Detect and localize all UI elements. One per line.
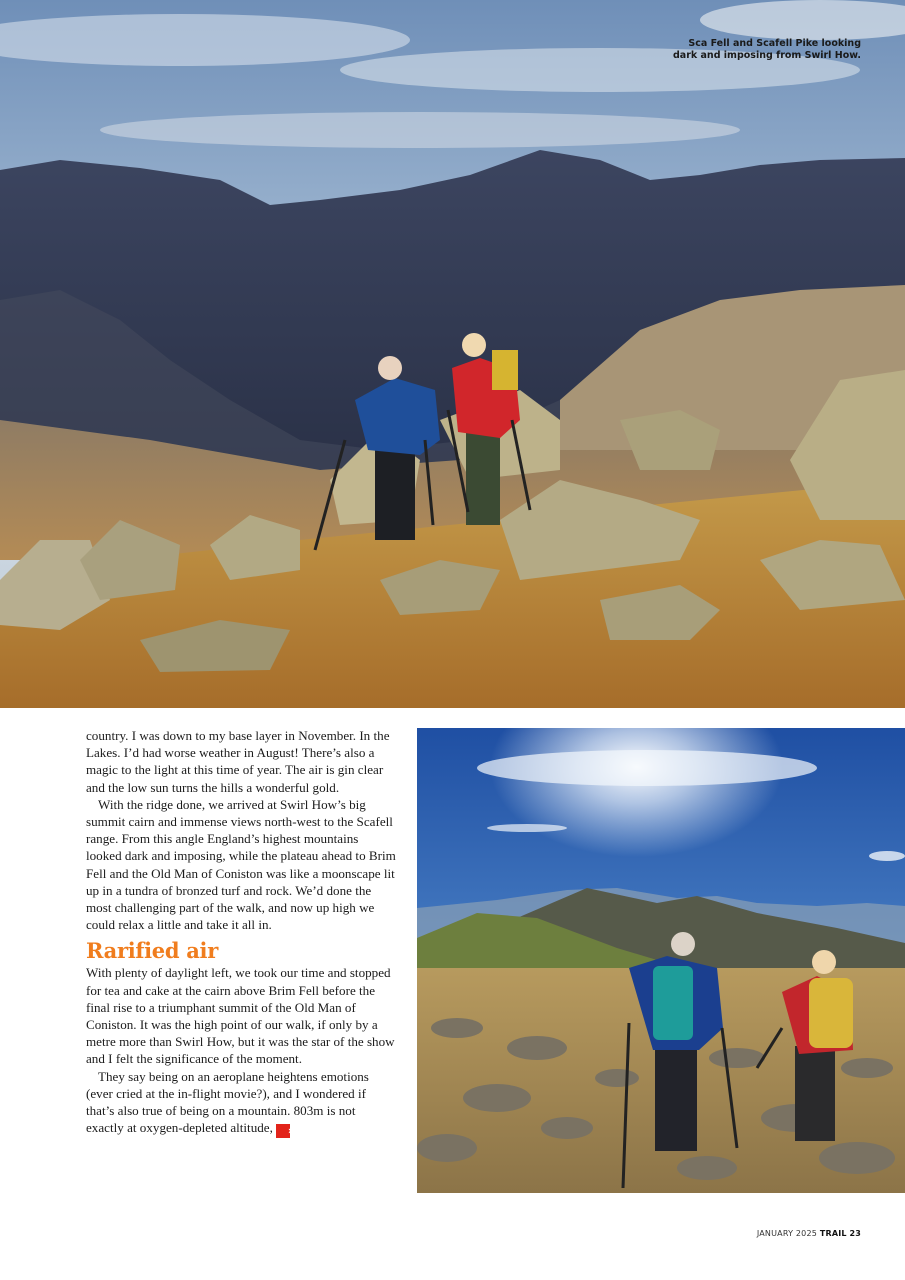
paragraph-1: country. I was down to my base layer in November. In the Lakes. I’d had worse weather in August! There’s also a magic to the light at this time of year. The air is gin clear and the low sun turns the hills a wonderful gold. bbox=[86, 728, 390, 795]
issue-date: JANUARY 2025 bbox=[756, 1229, 818, 1238]
paragraph-4 bbox=[86, 1068, 396, 1139]
article-body bbox=[86, 727, 396, 1138]
paragraph-3: With plenty of daylight left, we took our time and stopped for tea and cake at the cairn above Brim Fell before the final rise to a triumphant summit of the Old Man of Coniston. It was the high point of our walk, if only by a metre more than Swirl How, but it was the star of the show and I felt the significance of the moment. bbox=[86, 965, 395, 1067]
page-number: 23 bbox=[849, 1229, 861, 1238]
summit-photo-illustration bbox=[417, 728, 905, 1193]
section-heading: Rarified air bbox=[86, 938, 218, 964]
chevron-right-icon: › bbox=[276, 1124, 290, 1138]
page-footer bbox=[757, 1229, 861, 1238]
paragraph-2: With the ridge done, we arrived at Swirl How’s big summit cairn and immense views north-west to the Scafell range. From this angle England’s highest mountains looked dark and imposing, while the plateau ahead to Brim Fell and the Old Man of Coniston was like a moonscape lit up in a tundra of bronzed turf and rock. We’d done the most challenging part of the walk, and now up high we could relax a little and take it all in. bbox=[86, 796, 396, 933]
summit-photo bbox=[417, 728, 905, 1193]
photo-caption: Sca Fell and Scafell Pike looking dark and imposing from Swirl How. bbox=[673, 38, 861, 61]
paragraph-4-text: They say being on an aeroplane heightens emotions (ever cried at the in-flight movie?), and I wondered if that’s also true of being on a mountain. 803m is not exactly at oxygen-depleted altitude, bbox=[86, 1068, 369, 1136]
magazine-name: TRAIL bbox=[819, 1229, 847, 1238]
